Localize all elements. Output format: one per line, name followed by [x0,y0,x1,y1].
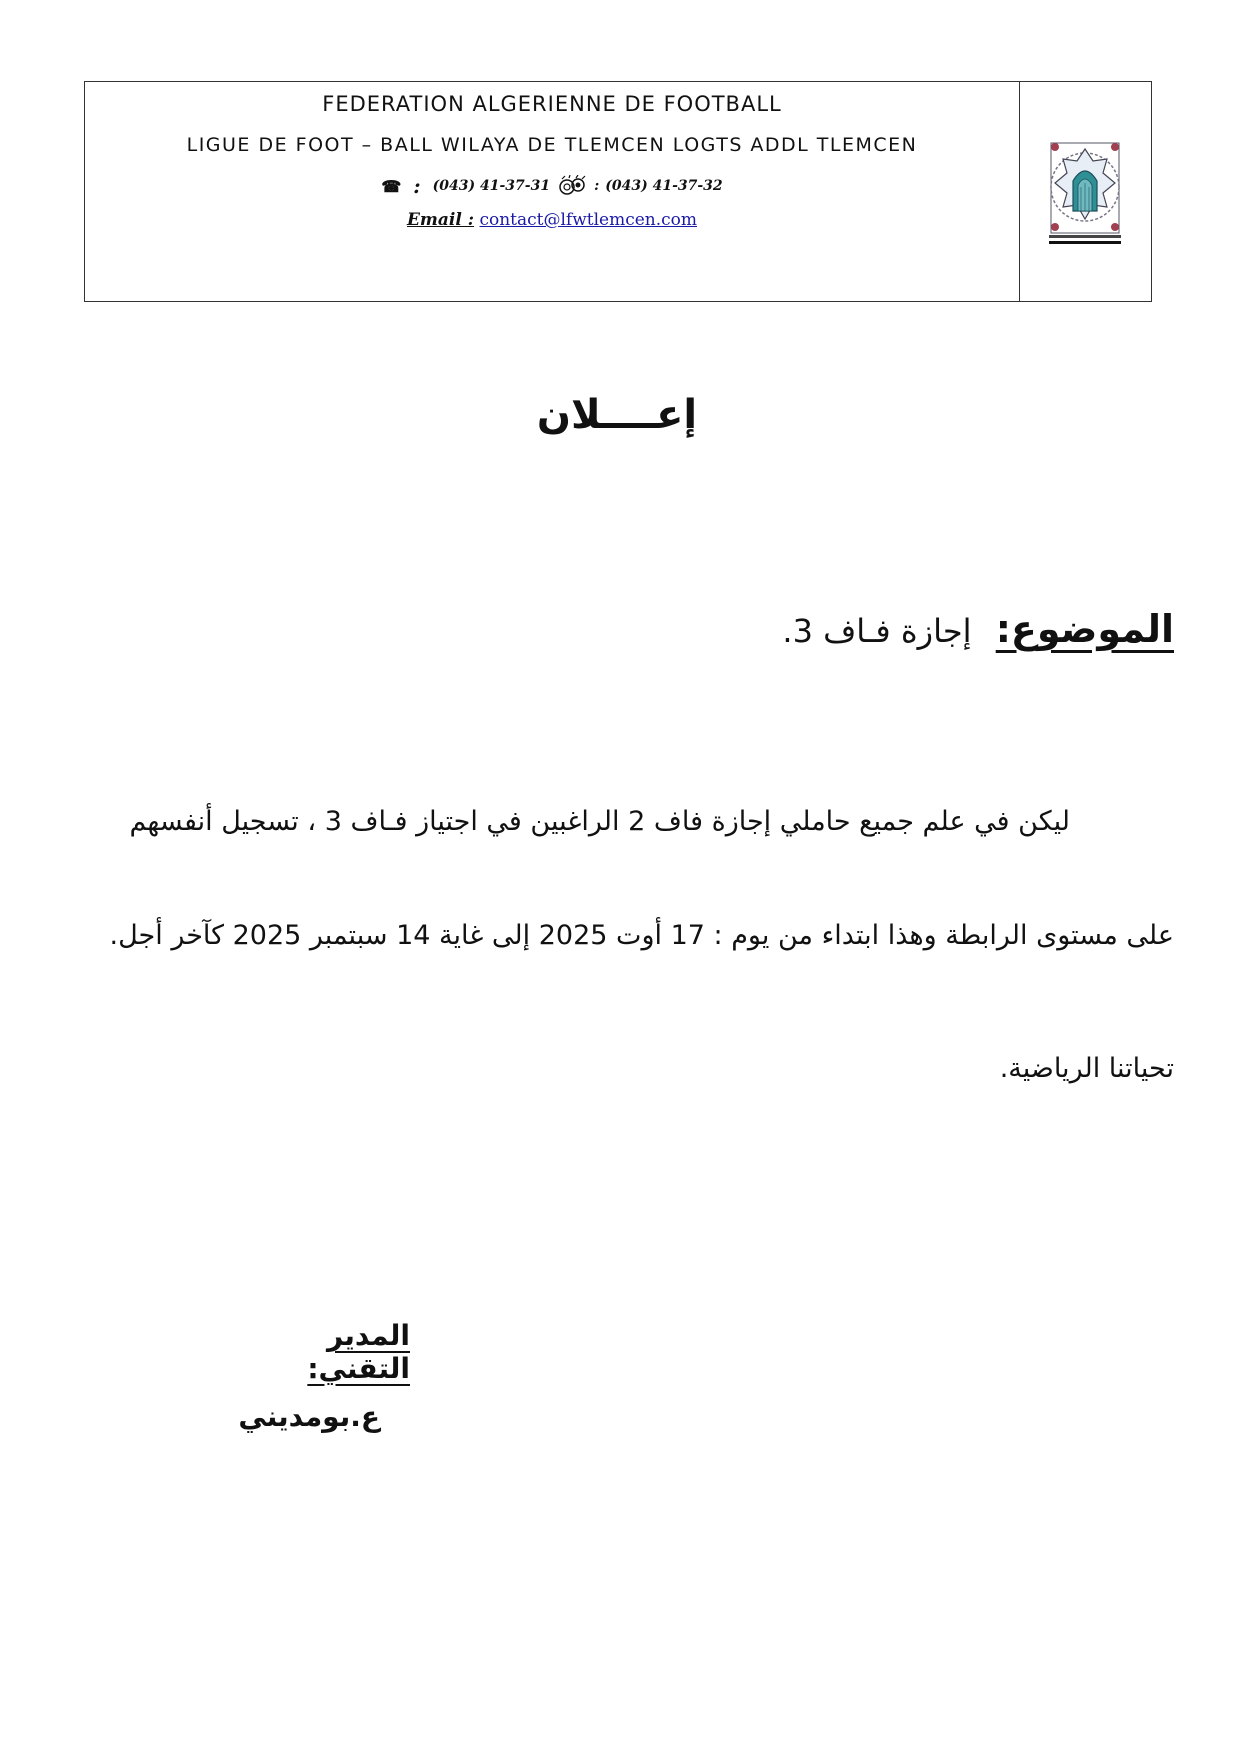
subject-text: إجازة فـاف 3. [782,612,972,650]
paragraph-line-2: على مستوى الرابطة وهذا ابتداء من يوم : 17 أوت 2025 إلى غاية 14 سبتمبر 2025 كآخر أجل. [109,920,1174,951]
contact-line [85,174,1019,198]
paragraph-line-1: ليكن في علم جميع حاملي إجازة فاف 2 الراغبين في اجتياز فـاف 3 ، تسجيل أنفسهم [129,806,1070,837]
subject-line [782,607,1174,651]
email-link[interactable]: contact@lfwtlemcen.com [479,210,698,230]
league-logo [1045,137,1125,247]
federation-name: FEDERATION ALGERIENNE DE FOOTBALL [322,92,782,116]
email-line [85,210,1019,230]
phone-separator: : [413,174,421,198]
logo-cell [1019,82,1151,301]
signer-title: المدير التقني: [307,1319,410,1385]
phone-icon: ☎ [381,176,402,196]
greeting: تحياتنا الرياضية. [999,1053,1174,1084]
subject-label: الموضوع: [995,607,1174,651]
letterhead-box [84,81,1152,302]
fax-separator: : [594,178,600,194]
fax-number: (043) 41-37-32 [605,178,723,194]
fax-icon [556,175,588,197]
phone-number: (043) 41-37-31 [432,178,551,194]
document-title: إعــــلان [536,392,698,438]
signer-name: ع.بومديني [238,1400,380,1433]
league-name: LIGUE DE FOOT – BALL WILAYA DE TLEMCEN LOGTS ADDL TLEMCEN [186,134,918,156]
email-label: Email : [406,210,475,230]
